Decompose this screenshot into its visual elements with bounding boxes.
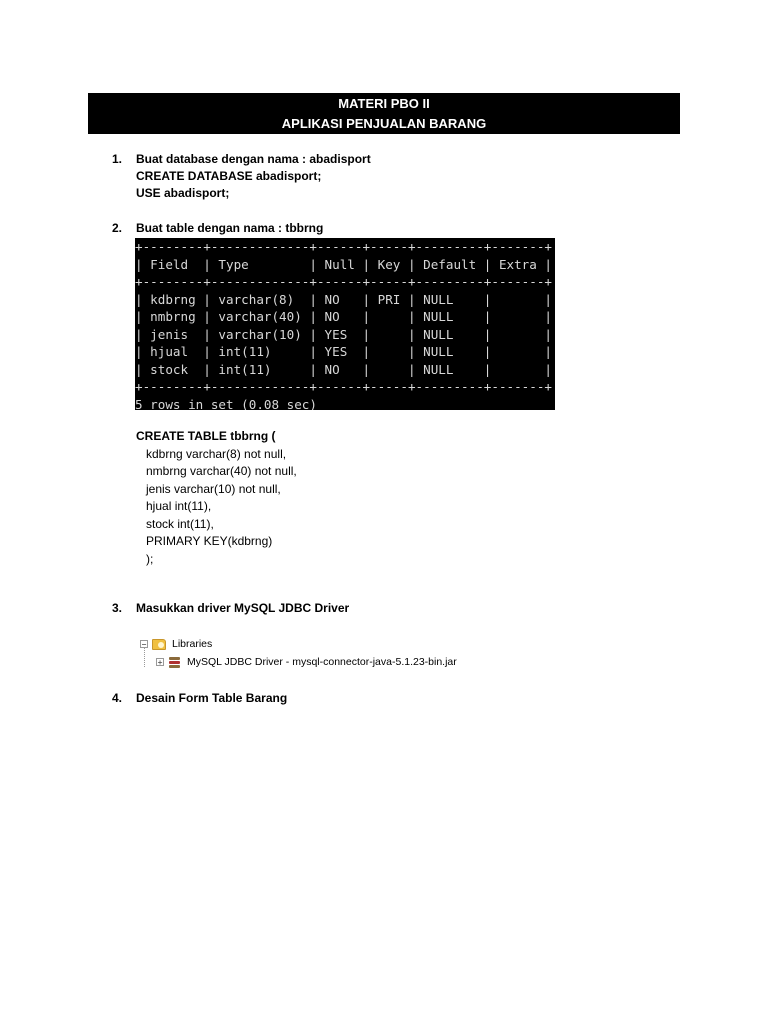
terminal-row: | Field | Type | Null | Key | Default | Extra | — [135, 256, 553, 272]
step-4-text — [136, 690, 287, 707]
sql-line: stock int(11), — [136, 516, 214, 531]
folder-icon — [152, 639, 166, 650]
step-1-line-2: CREATE DATABASE abadisport; — [136, 169, 322, 183]
sql-line: jenis varchar(10) not null, — [136, 481, 281, 496]
sql-line: nmbrng varchar(40) not null, — [136, 464, 297, 478]
step-4-line-1: Desain Form Table Barang — [136, 691, 288, 705]
step-2-text — [136, 220, 323, 237]
terminal-row: +--------+-------------+------+-----+---------+-------+ — [135, 239, 553, 254]
tree-node-libraries[interactable] — [140, 635, 457, 653]
step-2-line-1: Buat table dengan nama : tbbrng — [136, 221, 324, 235]
tree-node-label: MySQL JDBC Driver - mysql-connector-java-5.1.23-bin.jar — [187, 656, 457, 668]
step-3-number: 3. — [112, 601, 123, 615]
step-2-number: 2. — [112, 221, 123, 235]
tree-node-label: Libraries — [172, 638, 213, 650]
project-libraries-tree — [140, 635, 457, 671]
terminal-summary: 5 rows in set (0.08 sec) — [135, 396, 317, 410]
step-1-text — [136, 151, 371, 202]
sql-line: CREATE TABLE tbbrng ( — [136, 429, 276, 443]
step-1-line-3: USE abadisport; — [136, 186, 230, 200]
header-title: MATERI PBO II — [338, 96, 430, 111]
terminal-row: | hjual | int(11) | YES | | NULL | | — [135, 344, 553, 359]
sql-line: ); — [136, 551, 154, 566]
terminal-row: | jenis | varchar(10) | YES | | NULL | | — [135, 326, 553, 342]
collapse-icon[interactable]: − — [141, 640, 147, 649]
tree-node-mysql-driver[interactable] — [140, 653, 457, 671]
step-1-number: 1. — [112, 152, 123, 166]
create-table-statement — [136, 428, 297, 568]
jar-library-icon — [168, 656, 181, 669]
terminal-row: | nmbrng | varchar(40) | NO | | NULL | | — [135, 309, 553, 324]
mysql-terminal-output — [135, 238, 555, 410]
terminal-row: | stock | int(11) | NO | | NULL | | — [135, 361, 553, 377]
header-subtitle: APLIKASI PENJUALAN BARANG — [281, 116, 487, 131]
terminal-row: +--------+-------------+------+-----+---------+-------+ — [135, 379, 553, 394]
sql-line: hjual int(11), — [136, 499, 212, 513]
terminal-row: | kdbrng | varchar(8) | NO | PRI | NULL | | — [135, 291, 553, 307]
step-4-number: 4. — [112, 691, 123, 705]
step-3-line-1: Masukkan driver MySQL JDBC Driver — [136, 601, 350, 615]
expand-icon[interactable]: + — [157, 658, 163, 667]
document-header — [88, 93, 680, 134]
sql-line: PRIMARY KEY(kdbrng) — [136, 534, 273, 548]
sql-line: kdbrng varchar(8) not null, — [136, 446, 287, 461]
step-3-text — [136, 600, 349, 617]
terminal-row: +--------+-------------+------+-----+---------+-------+ — [135, 274, 553, 289]
step-1-line-1: Buat database dengan nama : abadisport — [136, 152, 371, 166]
